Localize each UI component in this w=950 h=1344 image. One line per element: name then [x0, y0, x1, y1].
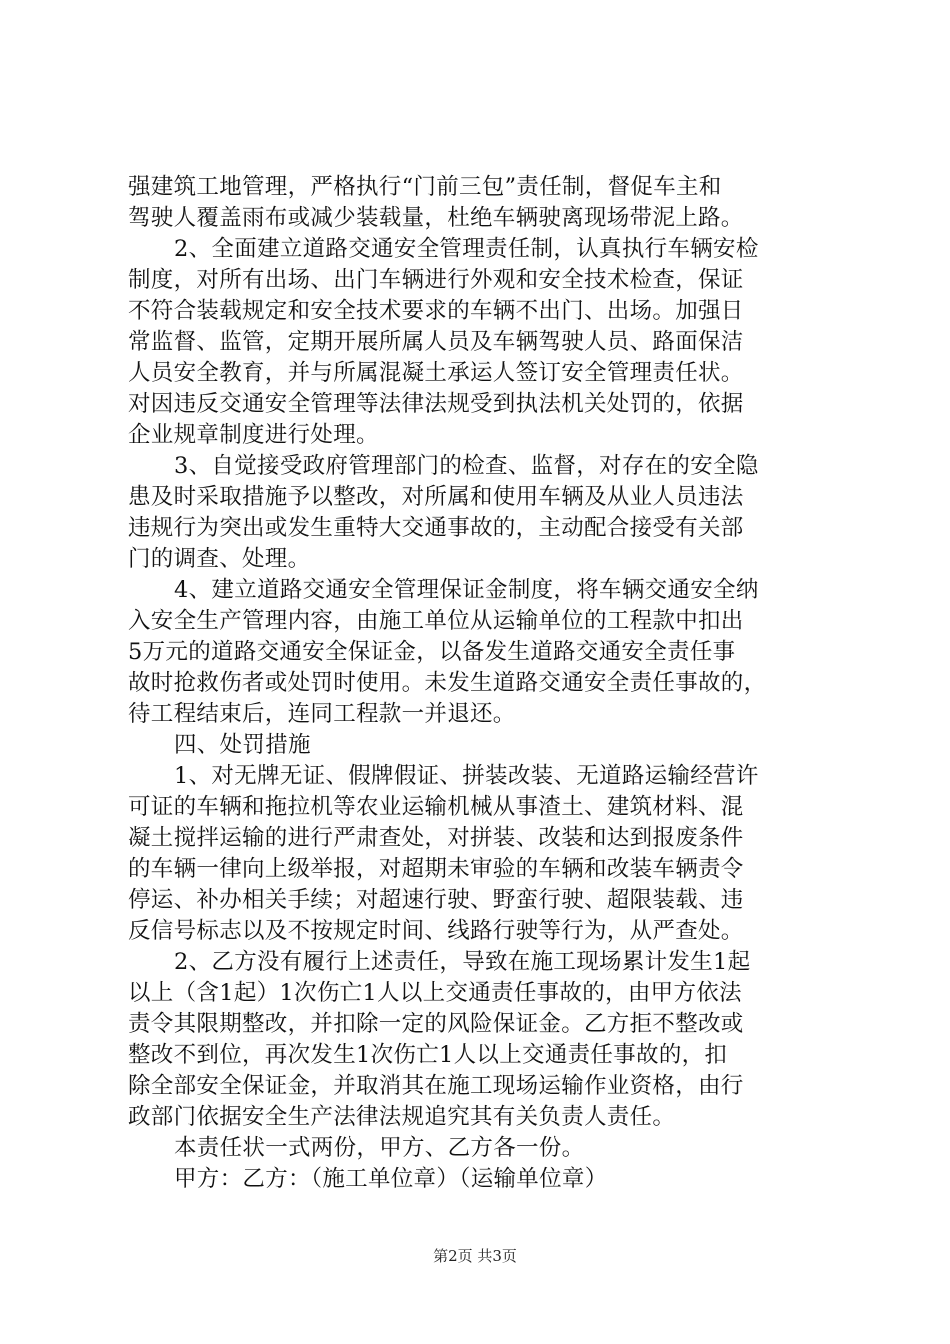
text-line: 本责任状一式两份，甲方、乙方各一份。: [174, 1135, 585, 1161]
text-line: 2、全面建立道路交通安全管理责任制，认真执行车辆安检: [174, 236, 759, 262]
text-line: 凝土搅拌运输的进行严肃查处，对拼装、改装和达到报废条件: [128, 825, 744, 851]
text-line: 违规行为突出或发生重特大交通事故的，主动配合接受有关部: [128, 515, 744, 541]
text-line: 5万元的道路交通安全保证金，以备发生道路交通安全责任事: [128, 639, 736, 665]
text-line: 甲方：乙方：（施工单位章）（运输单位章）: [174, 1166, 608, 1192]
text-line: 入安全生产管理内容，由施工单位从运输单位的工程款中扣出: [128, 608, 744, 634]
text-line: 不符合装载规定和安全技术要求的车辆不出门、出场。加强日: [128, 298, 744, 324]
text-line: 强建筑工地管理，严格执行“门前三包”责任制，督促车主和: [128, 174, 722, 200]
document-body: [128, 172, 848, 1195]
text-line: 政部门依据安全生产法律法规追究其有关负责人责任。: [128, 1104, 676, 1130]
text-line: 患及时采取措施予以整改，对所属和使用车辆及从业人员违法: [128, 484, 744, 510]
text-line: 4、建立道路交通安全管理保证金制度，将车辆交通安全纳: [174, 577, 759, 603]
page-footer: 第2页 共3页: [433, 1247, 517, 1265]
text-line: 可证的车辆和拖拉机等农业运输机械从事渣土、建筑材料、混: [128, 794, 744, 820]
text-line: 四、处罚措施: [174, 732, 311, 758]
text-line: 驾驶人覆盖雨布或减少装载量，杜绝车辆驶离现场带泥上路。: [128, 205, 744, 231]
text-line: 的车辆一律向上级举报，对超期未审验的车辆和改装车辆责令: [128, 856, 744, 882]
text-line: 整改不到位，再次发生1次伤亡1人以上交通责任事故的，扣: [128, 1042, 728, 1068]
text-line: 停运、补办相关手续；对超速行驶、野蛮行驶、超限装载、违: [128, 887, 744, 913]
text-line: 人员安全教育，并与所属混凝土承运人签订安全管理责任状。: [128, 360, 744, 386]
text-line: 制度，对所有出场、出门车辆进行外观和安全技术检查，保证: [128, 267, 744, 293]
text-line: 反信号标志以及不按规定时间、线路行驶等行为，从严查处。: [128, 918, 744, 944]
text-line: 3、自觉接受政府管理部门的检查、监督，对存在的安全隐: [174, 453, 759, 479]
text-line: 2、乙方没有履行上述责任，导致在施工现场累计发生1起: [174, 949, 751, 975]
text-line: 对因违反交通安全管理等法律法规受到执法机关处罚的，依据: [128, 391, 744, 417]
text-line: 以上（含1起）1次伤亡1人以上交通责任事故的，由甲方依法: [128, 980, 742, 1006]
text-line: 门的调查、处理。: [128, 546, 311, 572]
text-line: 责令其限期整改，并扣除一定的风险保证金。乙方拒不整改或: [128, 1011, 744, 1037]
text-line: 企业规章制度进行处理。: [128, 422, 379, 448]
text-line: 常监督、监管，定期开展所属人员及车辆驾驶人员、路面保洁: [128, 329, 744, 355]
text-line: 1、对无牌无证、假牌假证、拼装改装、无道路运输经营许: [174, 763, 759, 789]
text-line: 故时抢救伤者或处罚时使用。未发生道路交通安全责任事故的，: [128, 670, 767, 696]
text-line: 待工程结束后，连同工程款一并退还。: [128, 701, 516, 727]
text-line: 除全部安全保证金，并取消其在施工现场运输作业资格，由行: [128, 1073, 744, 1099]
